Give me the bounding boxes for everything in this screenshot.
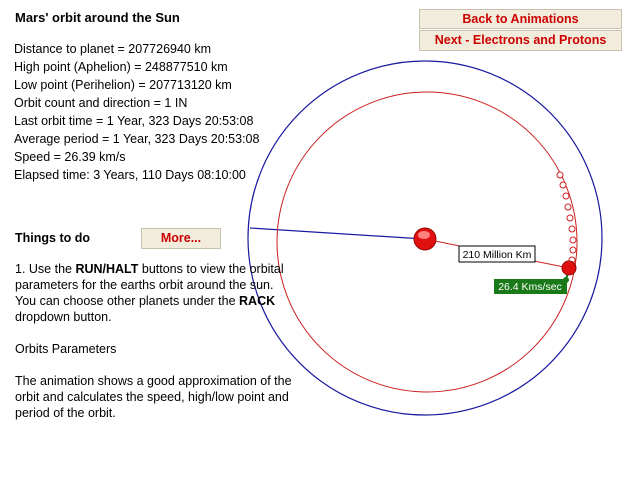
trail-point (565, 204, 571, 210)
run-halt-keyword: RUN/HALT (75, 262, 139, 276)
planet-mars (562, 261, 576, 275)
orbits-parameters-heading: Orbits Parameters (15, 342, 117, 356)
trail-point (557, 172, 563, 178)
trail-point (569, 226, 575, 232)
param-last-orbit-time: Last orbit time = 1 Year, 323 Days 20:53:08 (14, 114, 254, 128)
distance-label: 210 Million Km (462, 249, 532, 261)
instructions (15, 261, 295, 421)
next-electrons-protons-button[interactable]: Next - Electrons and Protons (419, 30, 622, 51)
param-elapsed-time: Elapsed time: 3 Years, 110 Days 08:10:00 (14, 168, 246, 182)
trail-point (570, 237, 576, 243)
trail-point (560, 182, 566, 188)
rack-keyword: RACK (239, 294, 276, 308)
trail-point (570, 247, 576, 253)
things-to-do-heading: Things to do (15, 231, 90, 245)
sun-highlight (418, 231, 430, 239)
param-distance: Distance to planet = 207726940 km (14, 42, 212, 56)
back-to-animations-button[interactable]: Back to Animations (419, 9, 622, 29)
param-average-period: Average period = 1 Year, 323 Days 20:53:08 (14, 132, 260, 146)
param-speed: Speed = 26.39 km/s (14, 150, 126, 164)
param-aphelion: High point (Aphelion) = 248877510 km (14, 60, 228, 74)
aphelion-line (250, 228, 424, 239)
trail-point (563, 193, 569, 199)
animation-description: The animation shows a good approximation of the orbit and calculates the speed, high/low point and period of the orbit. (15, 374, 292, 420)
trail-point (567, 215, 573, 221)
page-title: Mars' orbit around the Sun (15, 10, 180, 25)
param-orbit-count: Orbit count and direction = 1 IN (14, 96, 188, 110)
instruction-step-1: 1. Use the RUN/HALT buttons to view the orbital parameters for the earths orbit around the sun. You can choose other planets under the RACK dropdown button. (15, 262, 284, 324)
speed-label: 26.4 Kms/sec (498, 281, 562, 293)
more-button[interactable]: More... (141, 228, 221, 249)
param-perihelion: Low point (Perihelion) = 207713120 km (14, 78, 232, 92)
